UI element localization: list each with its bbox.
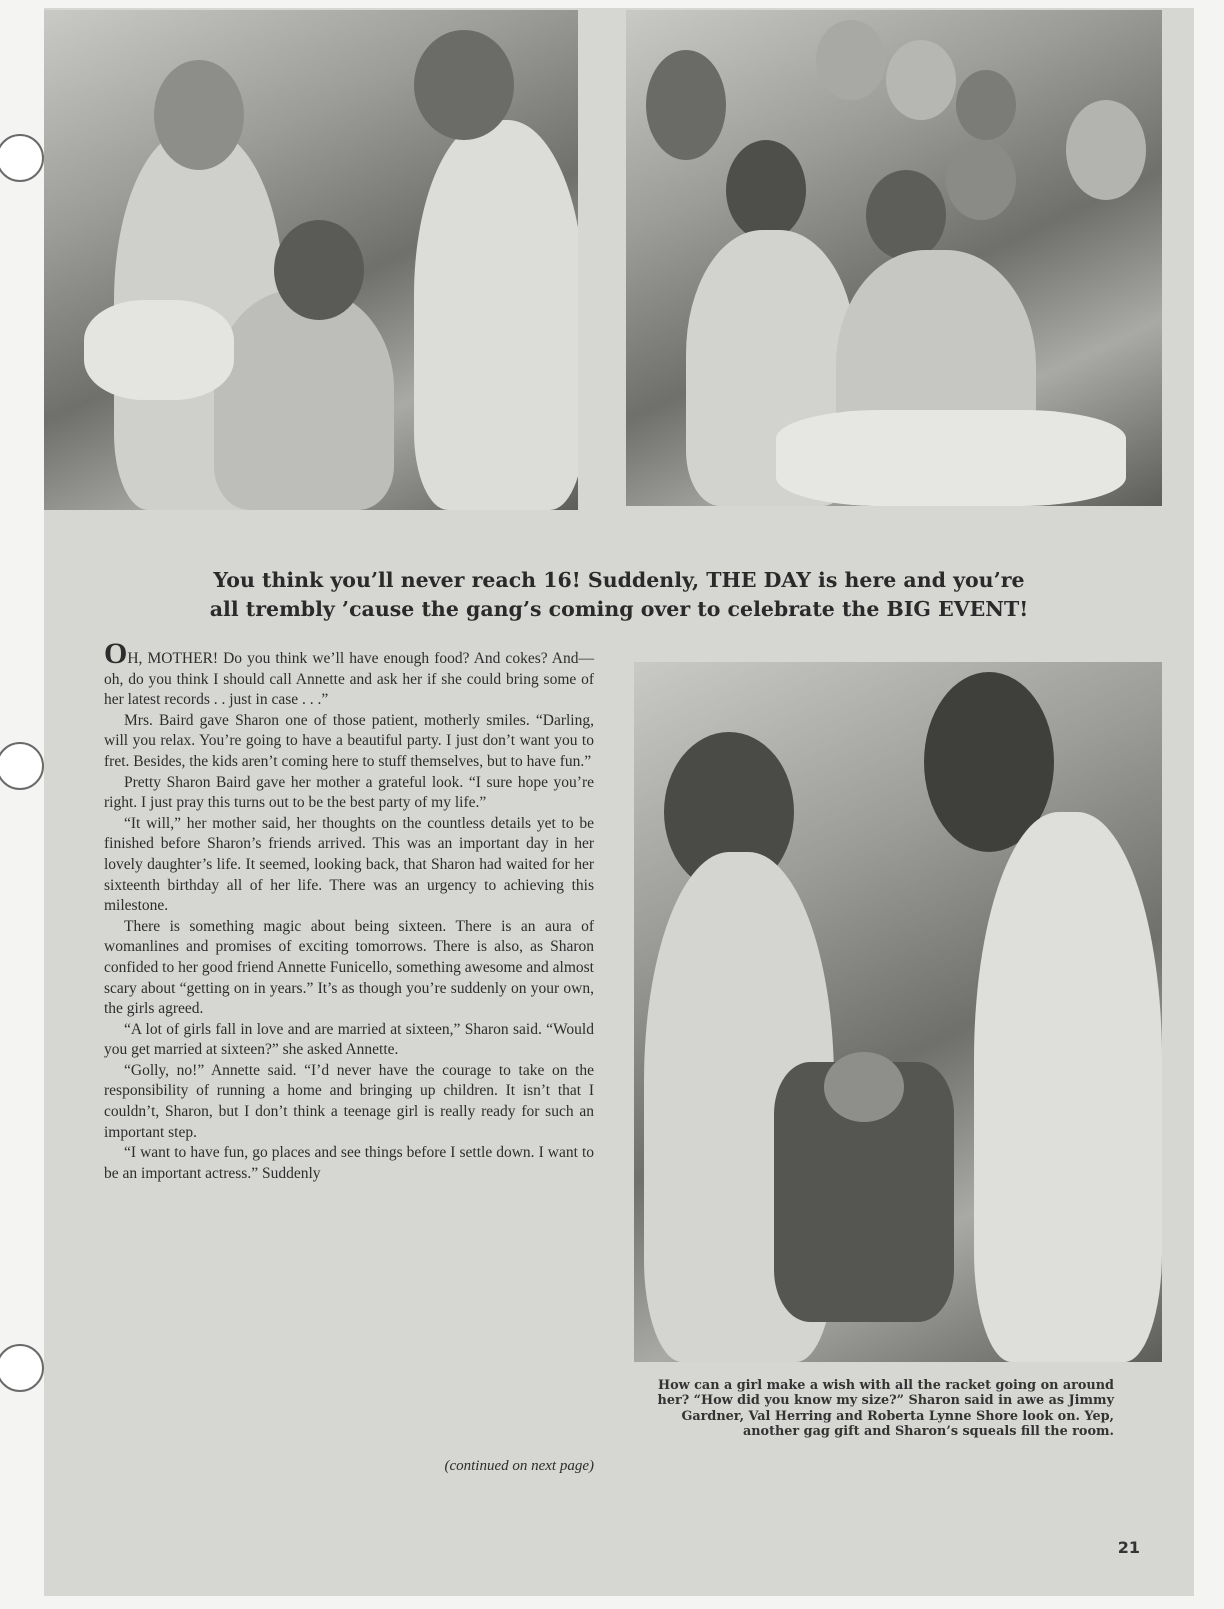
page-number: 21 [1117,1538,1140,1557]
punch-hole [0,134,44,182]
article-paragraph-text: H, MOTHER! Do you think we’ll have enough food? And cokes? And—oh, do you think I should call Annette and ask her if she could bring some of her latest records . . just in case . . .” [104,650,594,709]
continued-note: (continued on next page) [444,1458,594,1474]
punch-hole [0,1344,44,1392]
article-paragraph: There is something magic about being sixteen. There is an aura of womanlines and promises of exciting tomorrows. There is also, as Sharon confided to her good friend Annette Funicello, something awesome and almost scary about “getting on in years.” It’s as though you’re suddenly on your own, the girls agreed. [104,917,594,1018]
photo-cake-cutting [44,10,578,510]
photo-gag-gift [634,662,1162,1362]
article-paragraph: “Golly, no!” Annette said. “I’d never have the courage to take on the responsibility of running a home and bringing up children. It isn’t that I couldn’t, Sharon, but I don’t think a teenage girl is really ready for such an important step. [104,1061,594,1141]
headline-line-1: You think you’ll never reach 16! Suddenly, THE DAY is here and you’re [213,568,1025,592]
headline-line-2: all trembly ’cause the gang’s coming over to celebrate the BIG EVENT! [209,597,1029,621]
punch-hole [0,742,44,790]
article-paragraph [104,637,594,711]
article-paragraph: “A lot of girls fall in love and are married at sixteen,” Sharon said. “Would you get married at sixteen?” she asked Annette. [104,1020,594,1059]
article-paragraph: Mrs. Baird gave Sharon one of those patient, motherly smiles. “Darling, will you relax. You’re going to have a beautiful party. I just don’t want you to fret. Besides, the kids aren’t coming here to stuff themselves, but to have fun.” [104,711,594,770]
article-body [104,637,594,1184]
article-paragraph: “I want to have fun, go places and see things before I settle down. I want to be an important actress.” Suddenly [104,1144,594,1182]
article-paragraph: Pretty Sharon Baird gave her mother a grateful look. “I sure hope you’re right. I just pray this turns out to be the best party of my life.” [104,773,594,812]
article-paragraph: “It will,” her mother said, her thoughts on the countless details yet to be finished before Sharon’s friends arrived. This was an important day in her lovely daughter’s life. It seemed, looking back, that Sharon had waited for her sixteenth birthday all of her life. There was an urgency to achieving this milestone. [104,814,594,915]
photo-group-birthday-cake [626,10,1162,506]
drop-cap: O [104,637,128,670]
photo-caption: How can a girl make a wish with all the racket going on around her? “How did you know my size?” Sharon said in awe as Jimmy Gardner, Val Herring and Roberta Lynne Shore look on. Yep, another gag gift and Sharon’s squeals fill the room. [657,1378,1114,1439]
headline [44,566,1194,624]
